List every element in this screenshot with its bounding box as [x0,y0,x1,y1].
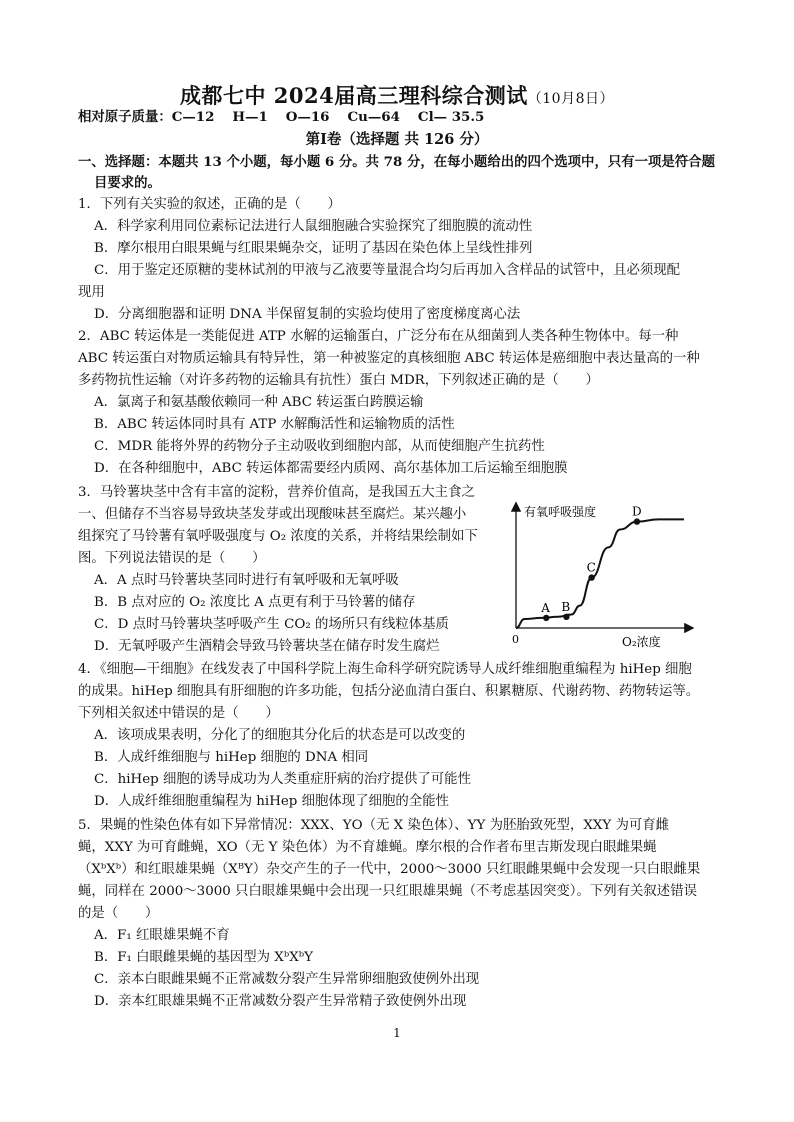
question-1-option-b: B．摩尔根用白眼果蝇与红眼果蝇杂交，证明了基因在染色体上呈线性排列 [94,241,533,256]
point-label-a: A [541,600,550,615]
question-3-stem-2: 一、但储存不当容易导致块茎发芽或出现酸味甚至腐烂。某兴趣小 [78,507,467,522]
atomic-mass-h: H—1 [232,109,268,125]
question-2-option-d: D．在各种细胞中，ABC 转运体都需要经内质网、高尔基体加工后运输至细胞膜 [94,461,568,476]
question-5-stem-5: 的是（ ） [78,906,159,921]
question-4-option-a: A．该项成果表明，分化了的细胞其分化后的状态是可以改变的 [94,728,466,743]
question-1-option-d: D．分离细胞器和证明 DNA 半保留复制的实验均使用了密度梯度离心法 [94,307,521,322]
question-4-option-d: D．人成纤维细胞重编程为 hiHep 细胞体现了细胞的全能性 [94,794,449,809]
atomic-mass-cu: Cu—64 [347,109,400,125]
question-5-option-a: A．F₁ 红眼雄果蝇不育 [94,928,230,943]
question-4-stem-1: 4．《细胞—干细胞》在线发表了中国科学院上海生命科学研究院诱导人成纤维细胞重编程为 hiHep 细胞 [78,662,692,677]
question-3-stem-1: 3．马铃薯块茎中含有丰富的淀粉，营养价值高，是我国五大主食之 [78,485,475,500]
question-4-option-b: B．人成纤维细胞与 hiHep 细胞的 DNA 相同 [94,750,369,765]
question-2-stem-3: 多药物抗性运输（对许多药物的运输具有抗性）蛋白 MDR，下列叙述正确的是（ ） [78,373,599,388]
question-2-option-c: C．MDR 能将外界的药物分子主动吸收到细胞内部，从而使细胞产生抗药性 [94,439,545,454]
page-title [0,80,794,110]
atomic-mass-o: O—16 [285,109,330,125]
point-label-b: B [561,599,571,614]
question-5-stem-1: 5．果蝇的性染色体有如下异常情况：XXX、YO（无 X 染色体）、YY 为胚胎致死型，XXY 为可育雌 [78,818,670,833]
exam-date: （10月8日） [527,91,614,107]
atomic-mass-line [78,108,502,126]
origin-label: 0 [512,633,519,646]
question-5-option-b: B．F₁ 白眼雌果蝇的基因型为 XᵇXᵇY [94,950,313,965]
question-3-stem-4: 图。下列说法错误的是（ ） [78,551,266,566]
question-3-option-a: A．A 点时马铃薯块茎同时进行有氧呼吸和无氧呼吸 [94,573,399,588]
question-2-option-a: A．氯离子和氨基酸依赖同一种 ABC 转运蛋白跨膜运输 [94,395,424,410]
instructions-line-1: 一、选择题：本题共 13 个小题，每小题 6 分。共 78 分，在每小题给出的四个选项中，只有一项是符合题 [78,154,715,170]
question-2-stem-1: 2．ABC 转运体是一类能促进 ATP 水解的运输蛋白，广泛分布在从细菌到人类各种生物体中。每一种 [78,329,679,344]
question-3-stem-3: 组探究了马铃薯有氧呼吸强度与 O₂ 浓度的关系，并将结果绘制如下 [78,529,478,544]
question-5-option-c: C．亲本白眼雌果蝇不正常减数分裂产生异常卵细胞致使例外出现 [94,972,480,987]
respiration-chart [502,496,702,656]
question-4-stem-3: 下列相关叙述中错误的是（ ） [78,706,279,721]
question-1-option-c: C．用于鉴定还原糖的斐林试剂的甲液与乙液要等量混合均匀后再加入含样品的试管中，且必须现配 [94,263,681,278]
point-d [634,518,640,524]
question-5-stem-2: 蝇，XXY 为可育雌蝇，XO（无 Y 染色体）为不育雄蝇。摩尔根的合作者布里吉斯发现白眼雌果蝇 [78,840,657,855]
section-title: 第Ⅰ卷（选择题 共 126 分） [305,131,489,148]
question-5-stem-3: （XᵇXᵇ）和红眼雄果蝇（XᴮY）杂交产生的子一代中，2000～3000 只红眼雌果蝇中会发现一只白眼雌果 [78,862,701,877]
atomic-mass-cl: Cl— 35.5 [417,109,485,125]
chart-points [540,505,641,622]
point-label-d: D [631,504,642,519]
y-axis-label: 有氧呼吸强度 [524,505,597,519]
question-3-option-c: C．D 点时马铃薯块茎呼吸产生 CO₂ 的场所只有线粒体基质 [94,617,449,632]
question-2-option-b: B．ABC 转运体同时具有 ATP 水解酶活性和运输物质的活性 [94,417,455,432]
x-axis-label: O₂浓度 [622,635,661,649]
question-5-stem-4: 蝇，同样在 2000～3000 只白眼雄果蝇中会出现一只红眼雄果蝇（不考虑基因突变）。下列有关叙述错误 [78,884,697,899]
exam-title: 成都七中 2024届高三理科综合测试 [180,83,528,108]
atomic-mass-c: C—12 [171,109,215,125]
question-3-option-d: D．无氧呼吸产生酒精会导致马铃薯块茎在储存时发生腐烂 [94,639,440,654]
question-3-option-b: B．B 点对应的 O₂ 浓度比 A 点更有利于马铃薯的储存 [94,595,416,610]
question-5-option-d: D．亲本红眼雄果蝇不正常减数分裂产生异常精子致使例外出现 [94,994,467,1009]
question-2-stem-2: ABC 转运蛋白对物质运输具有特异性，第一种被鉴定的真核细胞 ABC 转运体是癌细胞中表达量高的一种 [78,351,700,366]
point-b [563,614,569,620]
point-c [588,574,594,580]
question-4-stem-2: 的成果。hiHep 细胞具有肝细胞的许多功能，包括分泌血清白蛋白、积累糖原、代谢药物、药物转运等。 [78,684,700,699]
atomic-mass-label: 相对原子质量： [78,109,172,125]
page-number: 1 [393,1026,401,1040]
question-1-option-a: A．科学家利用同位素标记法进行人鼠细胞融合实验探究了细胞膜的流动性 [94,219,533,234]
point-a [543,615,549,621]
point-label-c: C [586,560,596,575]
instructions-line-2: 目要求的。 [94,175,161,191]
question-1-option-c-cont: 现用 [78,285,105,300]
question-1-stem: 1．下列有关实验的叙述，正确的是（ ） [78,197,341,212]
question-4-option-c: C．hiHep 细胞的诱导成功为人类重症肝病的治疗提供了可能性 [94,772,471,787]
